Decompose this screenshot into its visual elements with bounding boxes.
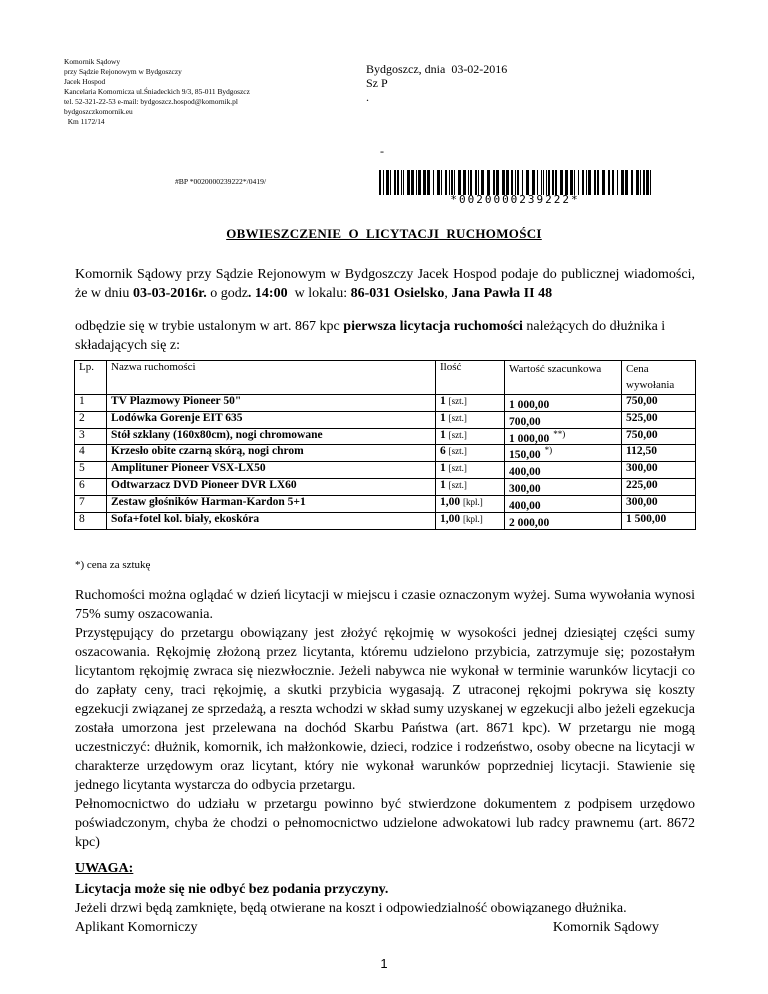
- auction-place: 86-031 Osielsko: [350, 286, 445, 301]
- intro-comma: ,: [444, 286, 452, 301]
- qty-value: 1: [440, 428, 446, 441]
- table-row: [75, 445, 696, 462]
- row-value: [505, 428, 622, 445]
- table-header-row: [75, 361, 696, 395]
- odb-text: odbędzie się w trybie ustalonym w art. 867 kpc: [75, 319, 344, 334]
- date-block: [366, 62, 507, 104]
- ref-dot: .: [366, 90, 369, 104]
- signature-right: Komornik Sądowy: [552, 920, 659, 935]
- qty-value: 1: [440, 395, 446, 407]
- table-row: [75, 495, 696, 512]
- qty-value: 1: [440, 462, 446, 475]
- qty-unit: [szt.]: [448, 446, 467, 457]
- header-value: Wartość szacunkowa: [505, 361, 622, 395]
- qty-unit: [kpl.]: [463, 513, 483, 524]
- row-price: 300,00: [622, 462, 696, 479]
- sender-line: Km 1172/14: [64, 117, 105, 126]
- notice-line: Jeżeli drzwi będą zamknięte, będą otwierane na koszt i odpowiedzialność obowiązanego dłużnika.: [75, 901, 627, 916]
- separator-dash: -: [380, 144, 384, 158]
- row-value: [505, 512, 622, 529]
- row-name: Amplituner Pioneer VSX-LX50: [107, 462, 436, 479]
- value-amount: 150,00: [509, 449, 541, 462]
- header-lp: Lp.: [75, 361, 107, 395]
- row-name: Sofa+fotel kol. biały, ekoskóra: [107, 512, 436, 529]
- auction-time: . 14:00: [247, 286, 288, 301]
- row-qty: [436, 395, 505, 412]
- header-qty: Ilość: [436, 361, 505, 395]
- value-amount: 700,00: [509, 415, 541, 428]
- row-qty: [436, 479, 505, 496]
- odb-bold: pierwsza licytacja ruchomości: [343, 319, 523, 334]
- value-amount: 400,00: [509, 466, 541, 479]
- table-row: [75, 479, 696, 496]
- row-price: 300,00: [622, 495, 696, 512]
- row-price: 112,50: [622, 445, 696, 462]
- qty-unit: [szt.]: [448, 463, 467, 474]
- value-mark: *): [544, 445, 553, 456]
- row-qty: [436, 428, 505, 445]
- table-row: [75, 411, 696, 428]
- row-price: 225,00: [622, 479, 696, 496]
- qty-unit: [szt.]: [448, 396, 467, 406]
- row-price: 750,00: [622, 395, 696, 412]
- auction-date: 03-03-2016r.: [132, 286, 207, 301]
- table-row: [75, 395, 696, 412]
- row-value: [505, 479, 622, 496]
- row-name: Krzesło obite czarną skórą, nogi chrom: [107, 445, 436, 462]
- row-lp: 1: [75, 395, 107, 412]
- odb-text: należących do dłużnika i składających się z:: [75, 319, 666, 353]
- row-value: [505, 395, 622, 412]
- ref-line: Sz P: [366, 76, 388, 90]
- value-amount: 300,00: [509, 482, 541, 495]
- signature-left: Aplikant Komorniczy: [75, 920, 198, 935]
- paragraph-proxy: Pełnomocnictwo do udziału w przetargu powinno być stwierdzone dokumentem z podpisem urzędowo poświadczonym, chyba że chodzi o pełnomocnictwo udzielone adwokatowi lub radcy prawnemu (art. 8672 kpc): [75, 797, 695, 850]
- qty-value: 1,00: [440, 495, 461, 508]
- auction-mode-paragraph: [75, 317, 695, 355]
- row-qty: [436, 445, 505, 462]
- value-amount: 2 000,00: [509, 516, 550, 529]
- sender-line: Kancelaria Komornicza ul.Śniadeckich 9/3, 85-011 Bydgoszcz: [64, 87, 250, 96]
- table-row: [75, 428, 696, 445]
- barcode-text: *0020000239222*: [450, 193, 580, 206]
- row-name: Zestaw głośników Harman-Kardon 5+1: [107, 495, 436, 512]
- header-name: Nazwa ruchomości: [107, 361, 436, 395]
- row-name: Odtwarzacz DVD Pioneer DVR LX60: [107, 479, 436, 496]
- auction-street: Jana Pawła II 48: [451, 286, 553, 301]
- intro-text: o godz: [206, 286, 248, 301]
- qty-unit: [szt.]: [448, 429, 467, 440]
- row-qty: [436, 411, 505, 428]
- barcode: [379, 170, 651, 195]
- intro-text: w lokalu:: [287, 286, 351, 301]
- qty-value: 6: [440, 445, 446, 458]
- row-name: Stół szklany (160x80cm), nogi chromowane: [107, 428, 436, 445]
- qty-value: 1: [440, 479, 446, 492]
- intro-text: Komornik Sądowy przy Sądzie Rejonowym w Bydgoszczy Jacek Hospod podaje do publicznej wiadomości, że w dniu: [75, 267, 695, 301]
- bp-code: #BP *0020000239222*/0419/: [175, 177, 267, 186]
- items-table: [74, 360, 696, 530]
- row-name: Lodówka Gorenje EIT 635: [107, 411, 436, 428]
- value-amount: 1 000,00: [509, 432, 550, 445]
- sender-block: [64, 57, 250, 127]
- qty-unit: [szt.]: [448, 412, 467, 423]
- table-row: [75, 512, 696, 529]
- row-price: 1 500,00: [622, 512, 696, 529]
- row-price: 750,00: [622, 428, 696, 445]
- row-value: [505, 445, 622, 462]
- sender-line: Jacek Hospod: [64, 77, 106, 86]
- qty-unit: [szt.]: [448, 480, 467, 491]
- sender-line: tel. 52-321-22-53 e-mail: bydgoszcz.hospod@komornik.pl: [64, 97, 238, 106]
- notice-heading: UWAGA:: [75, 861, 134, 876]
- row-lp: 5: [75, 462, 107, 479]
- row-lp: 3: [75, 428, 107, 445]
- row-name: TV Plazmowy Pioneer 50": [107, 395, 436, 412]
- header-price: Cena wywołania: [622, 361, 696, 395]
- sender-line: bydgoszczkomornik.eu: [64, 107, 133, 116]
- paragraph-deposit: Przystępujący do przetargu obowiązany jest złożyć rękojmię w wysokości jednej dziesiątej części sumy oszacowania. Rękojmię złożoną przez licytanta, któremu udzielono przybicia, zatrzymuje się; pozostałym licytantom rękojmię zwraca się niezwłocznie. Jeżeli nabywca nie wykonał w terminie warunków licytacji co do zapłaty ceny, traci rękojmię, a skutki przybicia wygasają. Z utraconej rękojmi pokrywa się koszty egzekucji związanej ze sprzedażą, a reszta wchodzi w skład sumy uzyskanej w egzekucji albo jeżeli egzekucja została umorzona jest przelewana na dochód Skarbu Państwa (art. 8671 kpc). W przetargu nie mogą uczestniczyć: dłużnik, komornik, ich małżonkowie, dzieci, rodzice i rodzeństwo, osoby obecne na licytacji w charakterze urzędowym oraz licytant, który nie wykonał warunków poprzedniej licytacji. Stawienie się jednego licytanta wystarcza do odbycia przetargu.: [75, 626, 695, 793]
- sender-line: Komornik Sądowy: [64, 57, 121, 66]
- row-qty: [436, 495, 505, 512]
- row-lp: 7: [75, 495, 107, 512]
- row-value: [505, 495, 622, 512]
- page-number: 1: [380, 956, 388, 971]
- footnote: *) cena za sztukę: [75, 559, 151, 571]
- notice-bold-line: Licytacja może się nie odbyć bez podania przyczyny.: [75, 882, 389, 897]
- document-title: OBWIESZCZENIE O LICYTACJI RUCHOMOŚCI: [226, 226, 542, 241]
- qty-value: 1: [440, 411, 446, 424]
- row-lp: 8: [75, 512, 107, 529]
- intro-paragraph: [75, 265, 695, 303]
- table-row: [75, 462, 696, 479]
- row-price: 525,00: [622, 411, 696, 428]
- value-amount: 1 000,00: [509, 398, 550, 411]
- row-lp: 6: [75, 479, 107, 496]
- row-value: [505, 462, 622, 479]
- row-lp: 4: [75, 445, 107, 462]
- row-value: [505, 411, 622, 428]
- paragraph-viewing: Ruchomości można oglądać w dzień licytacji w miejscu i czasie oznaczonym wyżej. Suma wywołania wynosi 75% sumy oszacowania.: [75, 588, 695, 622]
- qty-unit: [kpl.]: [463, 496, 483, 507]
- row-qty: [436, 462, 505, 479]
- row-qty: [436, 512, 505, 529]
- signature-line: [75, 918, 695, 937]
- qty-value: 1,00: [440, 512, 461, 525]
- sender-line: przy Sądzie Rejonowym w Bydgoszczy: [64, 67, 182, 76]
- value-mark: **): [553, 428, 566, 439]
- row-lp: 2: [75, 411, 107, 428]
- date-line: Bydgoszcz, dnia 03-02-2016: [366, 62, 508, 76]
- value-amount: 400,00: [509, 499, 541, 512]
